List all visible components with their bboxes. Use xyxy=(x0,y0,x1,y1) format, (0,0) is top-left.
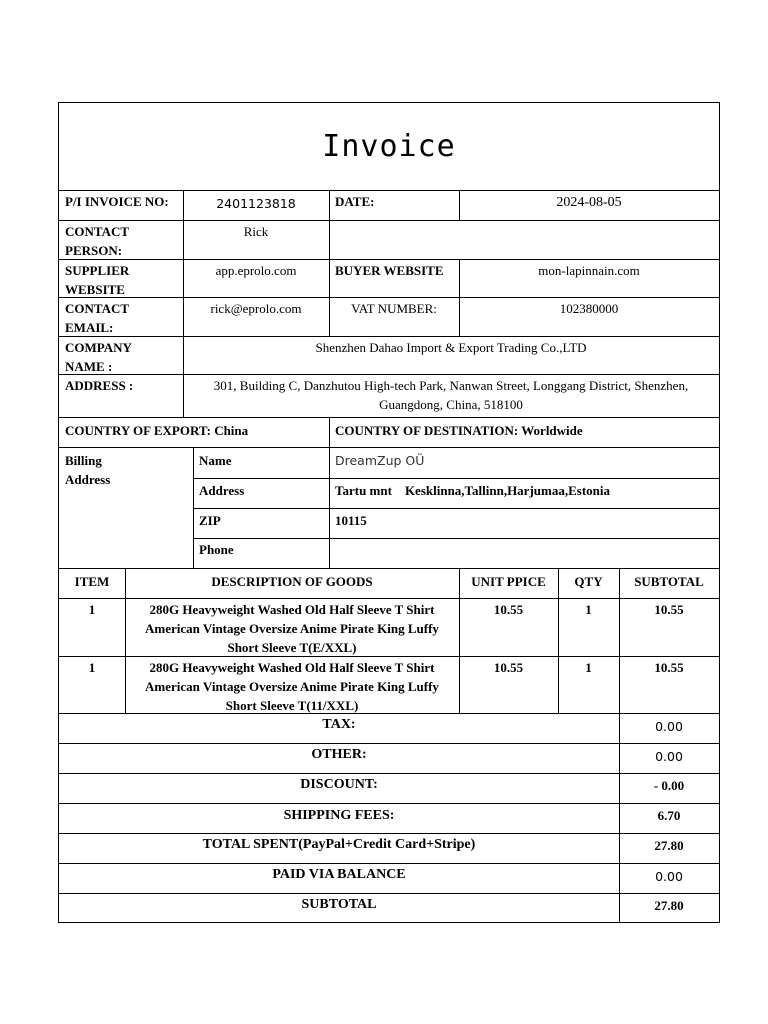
company-name-label: COMPANY NAME : xyxy=(65,340,132,374)
row-item: 1 xyxy=(88,602,96,617)
supplier-website-value: app.eprolo.com xyxy=(215,263,297,278)
billing-address-label: Billing Address xyxy=(65,453,111,487)
country-destination-label: COUNTRY OF DESTINATION: xyxy=(335,423,519,438)
billing-phone-label: Phone xyxy=(199,542,234,557)
contact-person-value: Rick xyxy=(243,224,269,239)
row-unit-price: 10.55 xyxy=(493,602,524,617)
country-export-value: China xyxy=(214,423,249,438)
billing-zip-label: ZIP xyxy=(199,513,221,528)
col-header-subtotal: SUBTOTAL xyxy=(634,574,704,589)
header-table xyxy=(58,190,720,418)
invoice-title: Invoice xyxy=(58,102,720,191)
discount-value: - 0.00 xyxy=(653,778,685,793)
country-export xyxy=(59,420,329,441)
row-subtotal: 10.55 xyxy=(654,660,684,675)
other-value: 0.00 xyxy=(655,749,683,764)
billing-address-value: Tartu mnt Kesklinna,Tallinn,Harjumaa,Estonia xyxy=(335,483,610,498)
tax-label: TAX: xyxy=(322,717,356,732)
shipping-fees-value: 6.70 xyxy=(657,808,681,823)
country-destination xyxy=(329,420,719,441)
country-destination-value: Worldwide xyxy=(521,423,583,438)
date-value: 2024-08-05 xyxy=(556,195,622,210)
row-qty: 1 xyxy=(585,602,592,617)
pi-invoice-value: 2401123818 xyxy=(216,196,296,211)
billing-address-row-label: Address xyxy=(199,483,245,498)
col-header-item: ITEM xyxy=(74,574,110,589)
col-header-qty: QTY xyxy=(574,574,603,589)
items-table xyxy=(58,568,720,714)
total-spent-value: 27.80 xyxy=(654,838,684,853)
address-label: ADDRESS : xyxy=(65,378,134,393)
row-qty: 1 xyxy=(585,660,592,675)
total-spent-label: TOTAL SPENT(PayPal+Credit Card+Stripe) xyxy=(202,837,476,852)
row-subtotal: 10.55 xyxy=(654,602,684,617)
billing-name-value: DreamZup OÜ xyxy=(335,453,425,468)
col-header-unit-price: UNIT PPICE xyxy=(471,574,546,589)
row-unit-price: 10.55 xyxy=(493,660,524,675)
billing-zip-value: 10115 xyxy=(335,513,367,528)
buyer-website-value: mon-lapinnain.com xyxy=(538,263,640,278)
vat-number-value: 102380000 xyxy=(559,301,619,316)
billing-table xyxy=(58,447,720,569)
country-row xyxy=(58,417,720,448)
paid-via-balance-value: 0.00 xyxy=(655,869,683,884)
shipping-fees-label: SHIPPING FEES: xyxy=(283,808,395,823)
address-value: 301, Building C, Danzhutou High-tech Park, Nanwan Street, Longgang District, Shenzhen, Guangdong, China, 518100 xyxy=(213,378,689,412)
subtotal-label: SUBTOTAL xyxy=(301,897,377,912)
paid-via-balance-label: PAID VIA BALANCE xyxy=(272,867,406,882)
totals-table xyxy=(58,713,720,923)
tax-value: 0.00 xyxy=(655,719,683,734)
discount-label: DISCOUNT: xyxy=(300,777,378,792)
col-header-description: DESCRIPTION OF GOODS xyxy=(211,574,373,589)
contact-email-label: CONTACT EMAIL: xyxy=(65,301,129,335)
contact-person-label: CONTACT PERSON: xyxy=(65,224,129,258)
other-label: OTHER: xyxy=(311,747,367,762)
buyer-website-label: BUYER WEBSITE xyxy=(335,263,444,278)
company-name-value: Shenzhen Dahao Import & Export Trading Co.,LTD xyxy=(315,340,587,355)
billing-name-label: Name xyxy=(199,453,232,468)
contact-email-value: rick@eprolo.com xyxy=(210,301,302,316)
supplier-website-label: SUPPLIER WEBSITE xyxy=(65,263,130,297)
subtotal-value: 27.80 xyxy=(654,898,684,913)
row-description: 280G Heavyweight Washed Old Half Sleeve T Shirt American Vintage Oversize Anime Pirate King Luffy Short Sleeve T(11/XXL) xyxy=(145,660,439,713)
country-export-label: COUNTRY OF EXPORT: xyxy=(65,423,211,438)
row-description: 280G Heavyweight Washed Old Half Sleeve T Shirt American Vintage Oversize Anime Pirate King Luffy Short Sleeve T(E/XXL) xyxy=(145,602,439,655)
pi-invoice-label: P/I INVOICE NO: xyxy=(65,194,169,209)
billing-phone-value xyxy=(329,539,719,541)
vat-number-label: VAT NUMBER: xyxy=(351,301,437,316)
row-item: 1 xyxy=(88,660,96,675)
date-label: DATE: xyxy=(335,194,375,209)
